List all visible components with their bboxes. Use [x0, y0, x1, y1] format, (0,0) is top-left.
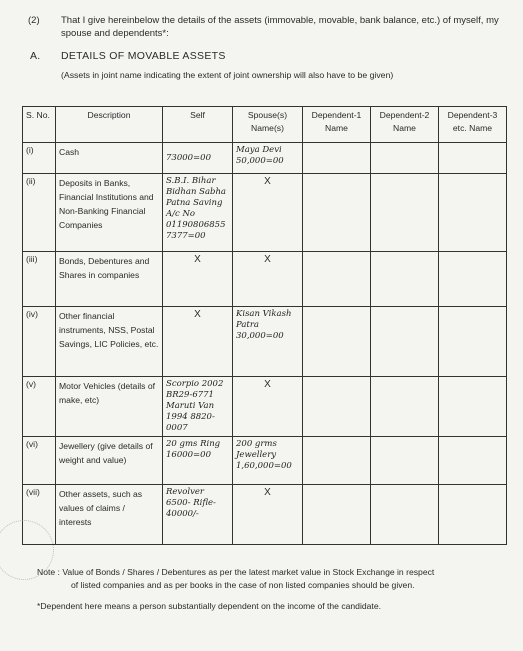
dependent-3-value [439, 252, 507, 307]
row-description: Deposits in Banks, Financial Institutions and Non-Banking Financial Companies [56, 174, 163, 252]
spouse-value: Kisan Vikash Patra 30,000=00 [233, 307, 303, 377]
dependent-2-value [371, 174, 439, 252]
table-row [23, 307, 507, 377]
spouse-value: Maya Devi 50,000=00 [233, 143, 303, 174]
dependent-3-value [439, 437, 507, 485]
self-value: 73000=00 [163, 143, 233, 174]
row-number: (ii) [23, 174, 56, 252]
spouse-value: X [233, 174, 303, 252]
dependent-3-value [439, 307, 507, 377]
table-row [23, 252, 507, 307]
intro-text: That I give hereinbelow the details of the assets (immovable, movable, bank balance, etc.) of myself, my spouse and dependents*: [61, 15, 499, 39]
dependent-1-value [303, 143, 371, 174]
dependent-2-value [371, 143, 439, 174]
dependent-1-value [303, 307, 371, 377]
row-number: (iii) [23, 252, 56, 307]
self-value: Scorpio 2002 BR29-6771 Maruti Van 1994 8820-0007 [163, 377, 233, 437]
section-letter: A. [30, 50, 41, 62]
dependent-1-value [303, 377, 371, 437]
note-line-1: Note : Value of Bonds / Shares / Debentures as per the latest market value in Stock Exchange in respect [37, 567, 435, 577]
row-description: Other assets, such as values of claims / interests [56, 485, 163, 545]
row-description: Other financial instruments, NSS, Postal Savings, LIC Policies, etc. [56, 307, 163, 377]
self-value: X [163, 252, 233, 307]
self-value: S.B.I. Bihar Bidhan Sabha Patna Saving A/c No 01190806855 7377=00 [163, 174, 233, 252]
row-number: (iv) [23, 307, 56, 377]
dependent-3-value [439, 377, 507, 437]
dependent-footnote: *Dependent here means a person substantially dependent on the income of the candidate. [37, 601, 381, 611]
table-row [23, 377, 507, 437]
self-value: 20 gms Ring 16000=00 [163, 437, 233, 485]
dependent-1-value [303, 252, 371, 307]
dependent-2-value [371, 377, 439, 437]
header-description: Description [56, 107, 163, 143]
table-row [23, 174, 507, 252]
dependent-3-value [439, 485, 507, 545]
row-description: Jewellery (give details of weight and value) [56, 437, 163, 485]
spouse-value: X [233, 252, 303, 307]
market-value-note [37, 566, 517, 592]
header-self: Self [163, 107, 233, 143]
self-value: X [163, 307, 233, 377]
dependent-1-value [303, 174, 371, 252]
table-row [23, 143, 507, 174]
spouse-value: 200 grms Jewellery 1,60,000=00 [233, 437, 303, 485]
dependent-3-value [439, 143, 507, 174]
section-title: DETAILS OF MOVABLE ASSETS [61, 50, 226, 62]
header-spouse: Spouse(s) Name(s) [233, 107, 303, 143]
row-number: (vii) [23, 485, 56, 545]
dependent-2-value [371, 252, 439, 307]
spouse-value: X [233, 485, 303, 545]
table-header-row [23, 107, 507, 143]
row-number: (v) [23, 377, 56, 437]
row-description: Bonds, Debentures and Shares in companies [56, 252, 163, 307]
row-number: (i) [23, 143, 56, 174]
header-sno: S. No. [23, 107, 56, 143]
row-description: Motor Vehicles (details of make, etc) [56, 377, 163, 437]
table-row [23, 437, 507, 485]
header-dependent-2: Dependent-2 Name [371, 107, 439, 143]
header-dependent-3: Dependent-3 etc. Name [439, 107, 507, 143]
dependent-2-value [371, 485, 439, 545]
movable-assets-table [22, 106, 507, 545]
intro-number: (2) [28, 15, 40, 26]
note-line-2: of listed companies and as per books in the case of non listed companies should be given. [71, 580, 415, 590]
row-number: (vi) [23, 437, 56, 485]
header-dependent-1: Dependent-1 Name [303, 107, 371, 143]
dependent-3-value [439, 174, 507, 252]
row-description: Cash [56, 143, 163, 174]
dependent-2-value [371, 437, 439, 485]
section-subnote: (Assets in joint name indicating the extent of joint ownership will also have to be given) [61, 70, 394, 80]
table-row [23, 485, 507, 545]
spouse-value: X [233, 377, 303, 437]
dependent-1-value [303, 437, 371, 485]
self-value: Revolver 6500- Rifle-40000/- [163, 485, 233, 545]
dependent-1-value [303, 485, 371, 545]
dependent-2-value [371, 307, 439, 377]
